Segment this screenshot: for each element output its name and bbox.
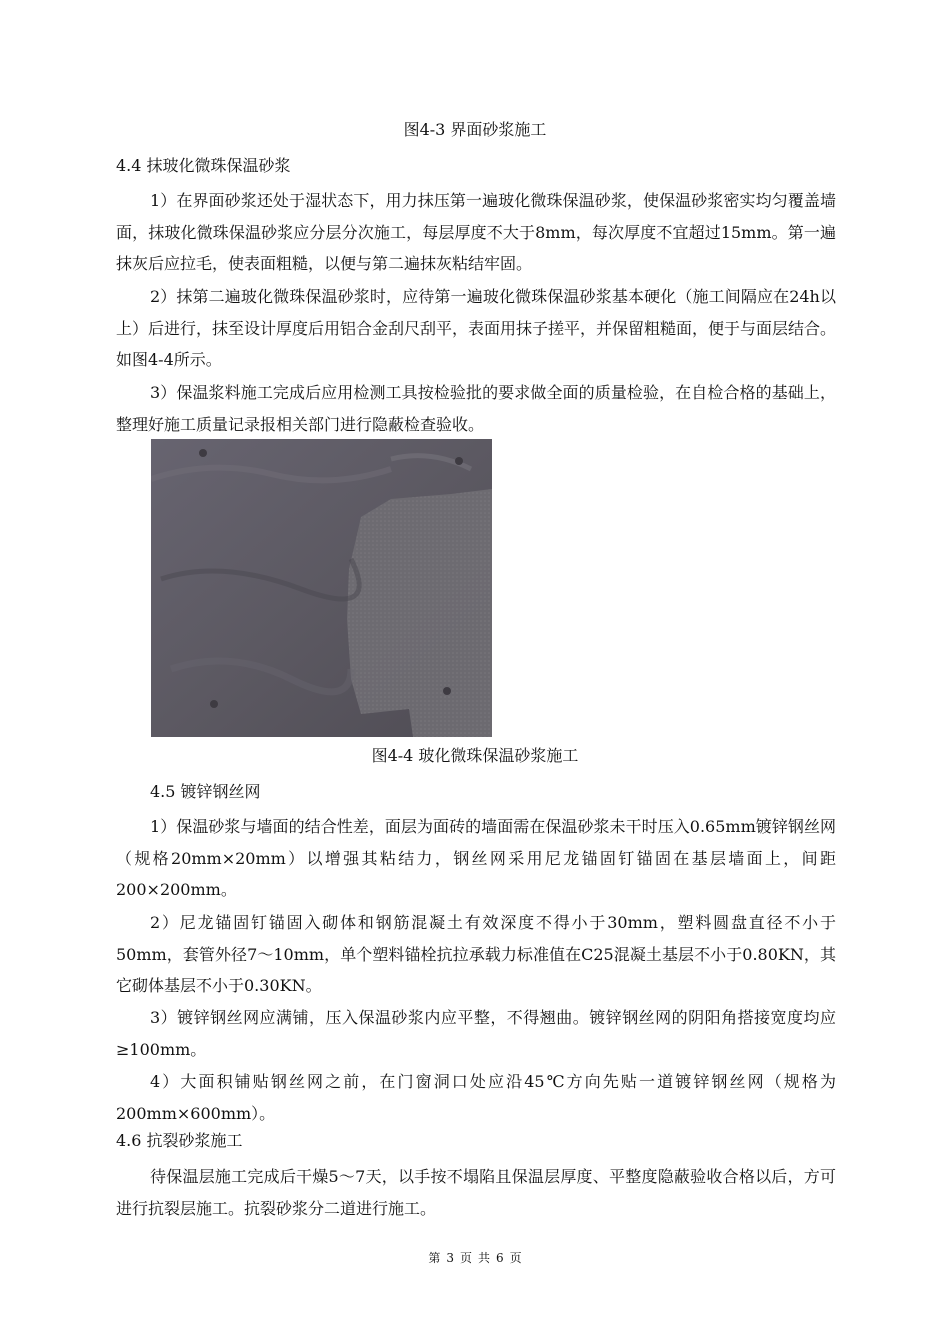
- section-4-4-heading: 4.4 抹玻化微珠保温砂浆: [116, 156, 291, 175]
- section-4-5-paragraph-2: 2）尼龙锚固钉锚固入砌体和钢筋混凝土有效深度不得小于30mm，塑料圆盘直径不小于50mm，套管外径7～10mm，单个塑料锚栓抗拉承载力标准值在C25混凝土基层不小于0.80KN，其它砌体基层不小于0.30KN。: [116, 913, 836, 995]
- section-4-4-paragraph-1: 1）在界面砂浆还处于湿状态下，用力抹压第一遍玻化微珠保温砂浆，使保温砂浆密实均匀覆盖墙面，抹玻化微珠保温砂浆应分层分次施工，每层厚度不大于8mm，每次厚度不宜超过15mm。第一遍抹灰后应拉毛，使表面粗糙，以便与第二遍抹灰粘结牢固。: [116, 191, 836, 273]
- section-4-4-paragraph-2: 2）抹第二遍玻化微珠保温砂浆时，应待第一遍玻化微珠保温砂浆基本硬化（施工间隔应在24h以上）后进行，抹至设计厚度后用铝合金刮尺刮平，表面用抹子搓平，并保留粗糙面，便于与面层结合。如图4-4所示。: [116, 287, 837, 369]
- footer-suffix: 页: [509, 1251, 522, 1265]
- page-footer: [0, 1250, 950, 1266]
- section-4-6-paragraph-1: 待保温层施工完成后干燥5～7天，以手按不塌陷且保温层厚度、平整度隐蔽验收合格以后，方可进行抗裂层施工。抗裂砂浆分二道进行施工。: [116, 1167, 836, 1218]
- section-4-5-paragraph-4: 4）大面积铺贴钢丝网之前，在门窗洞口处应沿45℃方向先贴一道镀锌钢丝网（规格为200mm×600mm）。: [116, 1072, 836, 1123]
- section-4-5-heading: 4.5 镀锌钢丝网: [150, 782, 261, 801]
- plaster-wall-image: [151, 439, 492, 737]
- footer-total-word: 共: [478, 1251, 491, 1265]
- figure-4-3-caption: 图4-3 界面砂浆施工: [403, 120, 547, 139]
- footer-prefix: 第: [428, 1251, 441, 1265]
- section-4-4-paragraph-3: 3）保温浆料施工完成后应用检测工具按检验批的要求做全面的质量检验，在自检合格的基础上，整理好施工质量记录报相关部门进行隐蔽检查验收。: [116, 383, 836, 434]
- section-4-6-heading: 4.6 抗裂砂浆施工: [116, 1131, 243, 1150]
- plaster-wall-photo: [151, 439, 492, 737]
- footer-page-word: 页: [459, 1251, 472, 1265]
- footer-total-pages: 6: [496, 1251, 504, 1265]
- figure-4-4-caption: 图4-4 玻化微珠保温砂浆施工: [371, 746, 579, 765]
- footer-page-number: 3: [446, 1251, 454, 1265]
- section-4-5-paragraph-3: 3）镀锌钢丝网应满铺，压入保温砂浆内应平整，不得翘曲。镀锌钢丝网的阴阳角搭接宽度均应≥100mm。: [116, 1008, 836, 1059]
- section-4-5-paragraph-1: 1）保温砂浆与墙面的结合性差，面层为面砖的墙面需在保温砂浆未干时压入0.65mm镀锌钢丝网（规格20mm×20mm）以增强其粘结力，钢丝网采用尼龙锚固钉锚固在基层墙面上，间距200×200mm。: [116, 817, 836, 899]
